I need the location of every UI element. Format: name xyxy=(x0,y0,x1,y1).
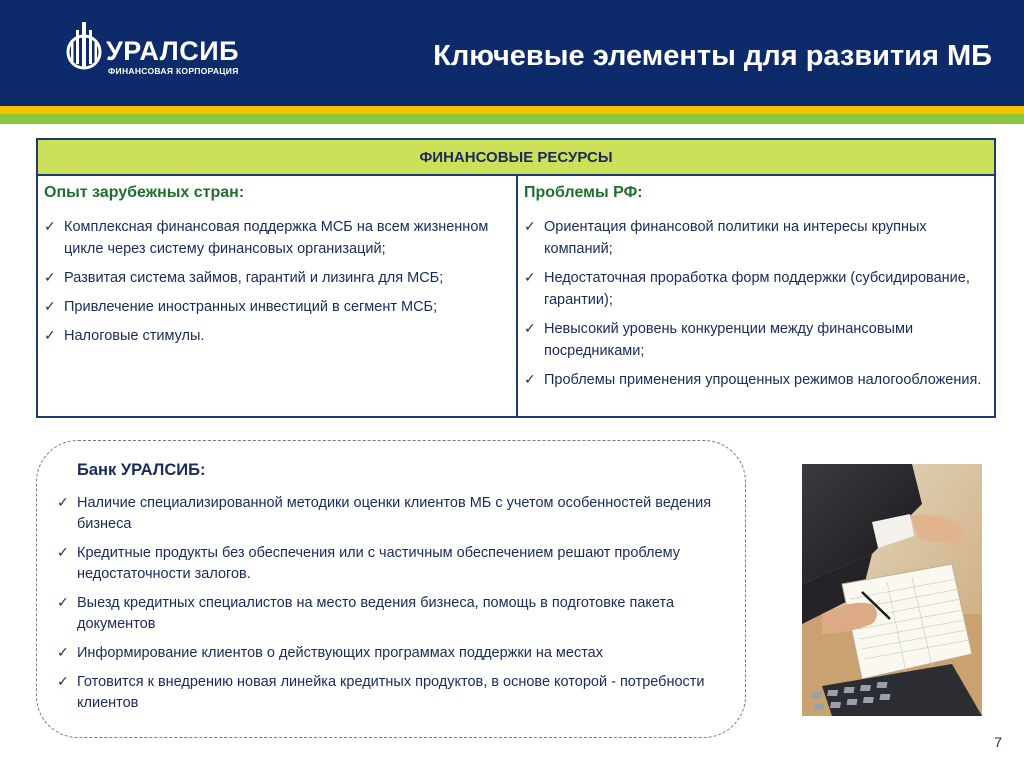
list-item: ✓ Привлечение иностранных инвестиций в сегмент МСБ; xyxy=(42,296,508,318)
column-title-russia: Проблемы РФ: xyxy=(524,184,643,201)
check-icon: ✓ xyxy=(57,595,69,611)
check-icon: ✓ xyxy=(524,321,536,337)
list-item: ✓ Развитая система займов, гарантий и лизинга для МСБ; xyxy=(42,267,508,289)
check-icon: ✓ xyxy=(57,674,69,690)
foreign-experience-column xyxy=(38,176,518,416)
check-icon: ✓ xyxy=(57,545,69,561)
business-photo xyxy=(802,464,982,716)
foreign-experience-list xyxy=(42,216,508,347)
check-icon: ✓ xyxy=(524,372,536,388)
check-icon: ✓ xyxy=(44,328,56,344)
check-icon: ✓ xyxy=(524,219,536,235)
list-item: ✓ Налоговые стимулы. xyxy=(42,325,508,347)
bank-features-list xyxy=(55,493,725,722)
check-icon: ✓ xyxy=(524,270,536,286)
page-number: 7 xyxy=(994,734,1002,750)
check-icon: ✓ xyxy=(44,270,56,286)
financial-resources-table xyxy=(36,138,996,418)
uralsib-logo xyxy=(64,20,254,80)
list-item: ✓ Наличие специализированной методики оценки клиентов МБ с учетом особенностей ведения бизнеса xyxy=(57,495,712,532)
check-icon: ✓ xyxy=(44,299,56,315)
list-item: ✓ Выезд кредитных специалистов на место ведения бизнеса, помощь в подготовке пакета документов xyxy=(57,595,675,632)
header-stripe-yellow xyxy=(0,106,1024,114)
check-icon: ✓ xyxy=(44,219,56,235)
bank-title: Банк УРАЛСИБ: xyxy=(77,461,206,479)
russia-problems-list xyxy=(522,216,986,391)
list-item: ✓ Комплексная финансовая поддержка МСБ на всем жизненном цикле через систему финансовых организаций; xyxy=(42,216,508,260)
list-item: ✓ Проблемы применения упрощенных режимов налогообложения. xyxy=(522,369,986,391)
russia-problems-column xyxy=(518,176,994,416)
check-icon: ✓ xyxy=(57,645,69,661)
logo-name: УРАЛСИБ xyxy=(106,36,240,66)
bank-uralsib-box xyxy=(36,440,746,738)
list-item: ✓ Невысокий уровень конкуренции между финансовыми посредниками; xyxy=(522,318,986,362)
list-item: ✓ Ориентация финансовой политики на интересы крупных компаний; xyxy=(522,216,986,260)
logo-subtitle: ФИНАНСОВАЯ КОРПОРАЦИЯ xyxy=(108,66,239,76)
uralsib-logo-icon xyxy=(64,20,106,76)
list-item: ✓ Информирование клиентов о действующих программах поддержки на местах xyxy=(55,643,725,664)
list-item: ✓ Кредитные продукты без обеспечения или с частичным обеспечением решают проблему недостаточности залогов. xyxy=(57,545,680,582)
list-item: ✓ Недостаточная проработка форм поддержки (субсидирование, гарантии); xyxy=(522,267,986,311)
check-icon: ✓ xyxy=(57,495,69,511)
page-title: Ключевые элементы для развития МБ xyxy=(433,40,992,72)
header-stripe-green xyxy=(0,114,1024,124)
table-heading: ФИНАНСОВЫЕ РЕСУРСЫ xyxy=(38,140,994,176)
list-item: ✓ Готовится к внедрению новая линейка кредитных продуктов, в основе которой - потребности клиентов xyxy=(57,674,705,711)
column-title-foreign: Опыт зарубежных стран: xyxy=(44,184,245,201)
